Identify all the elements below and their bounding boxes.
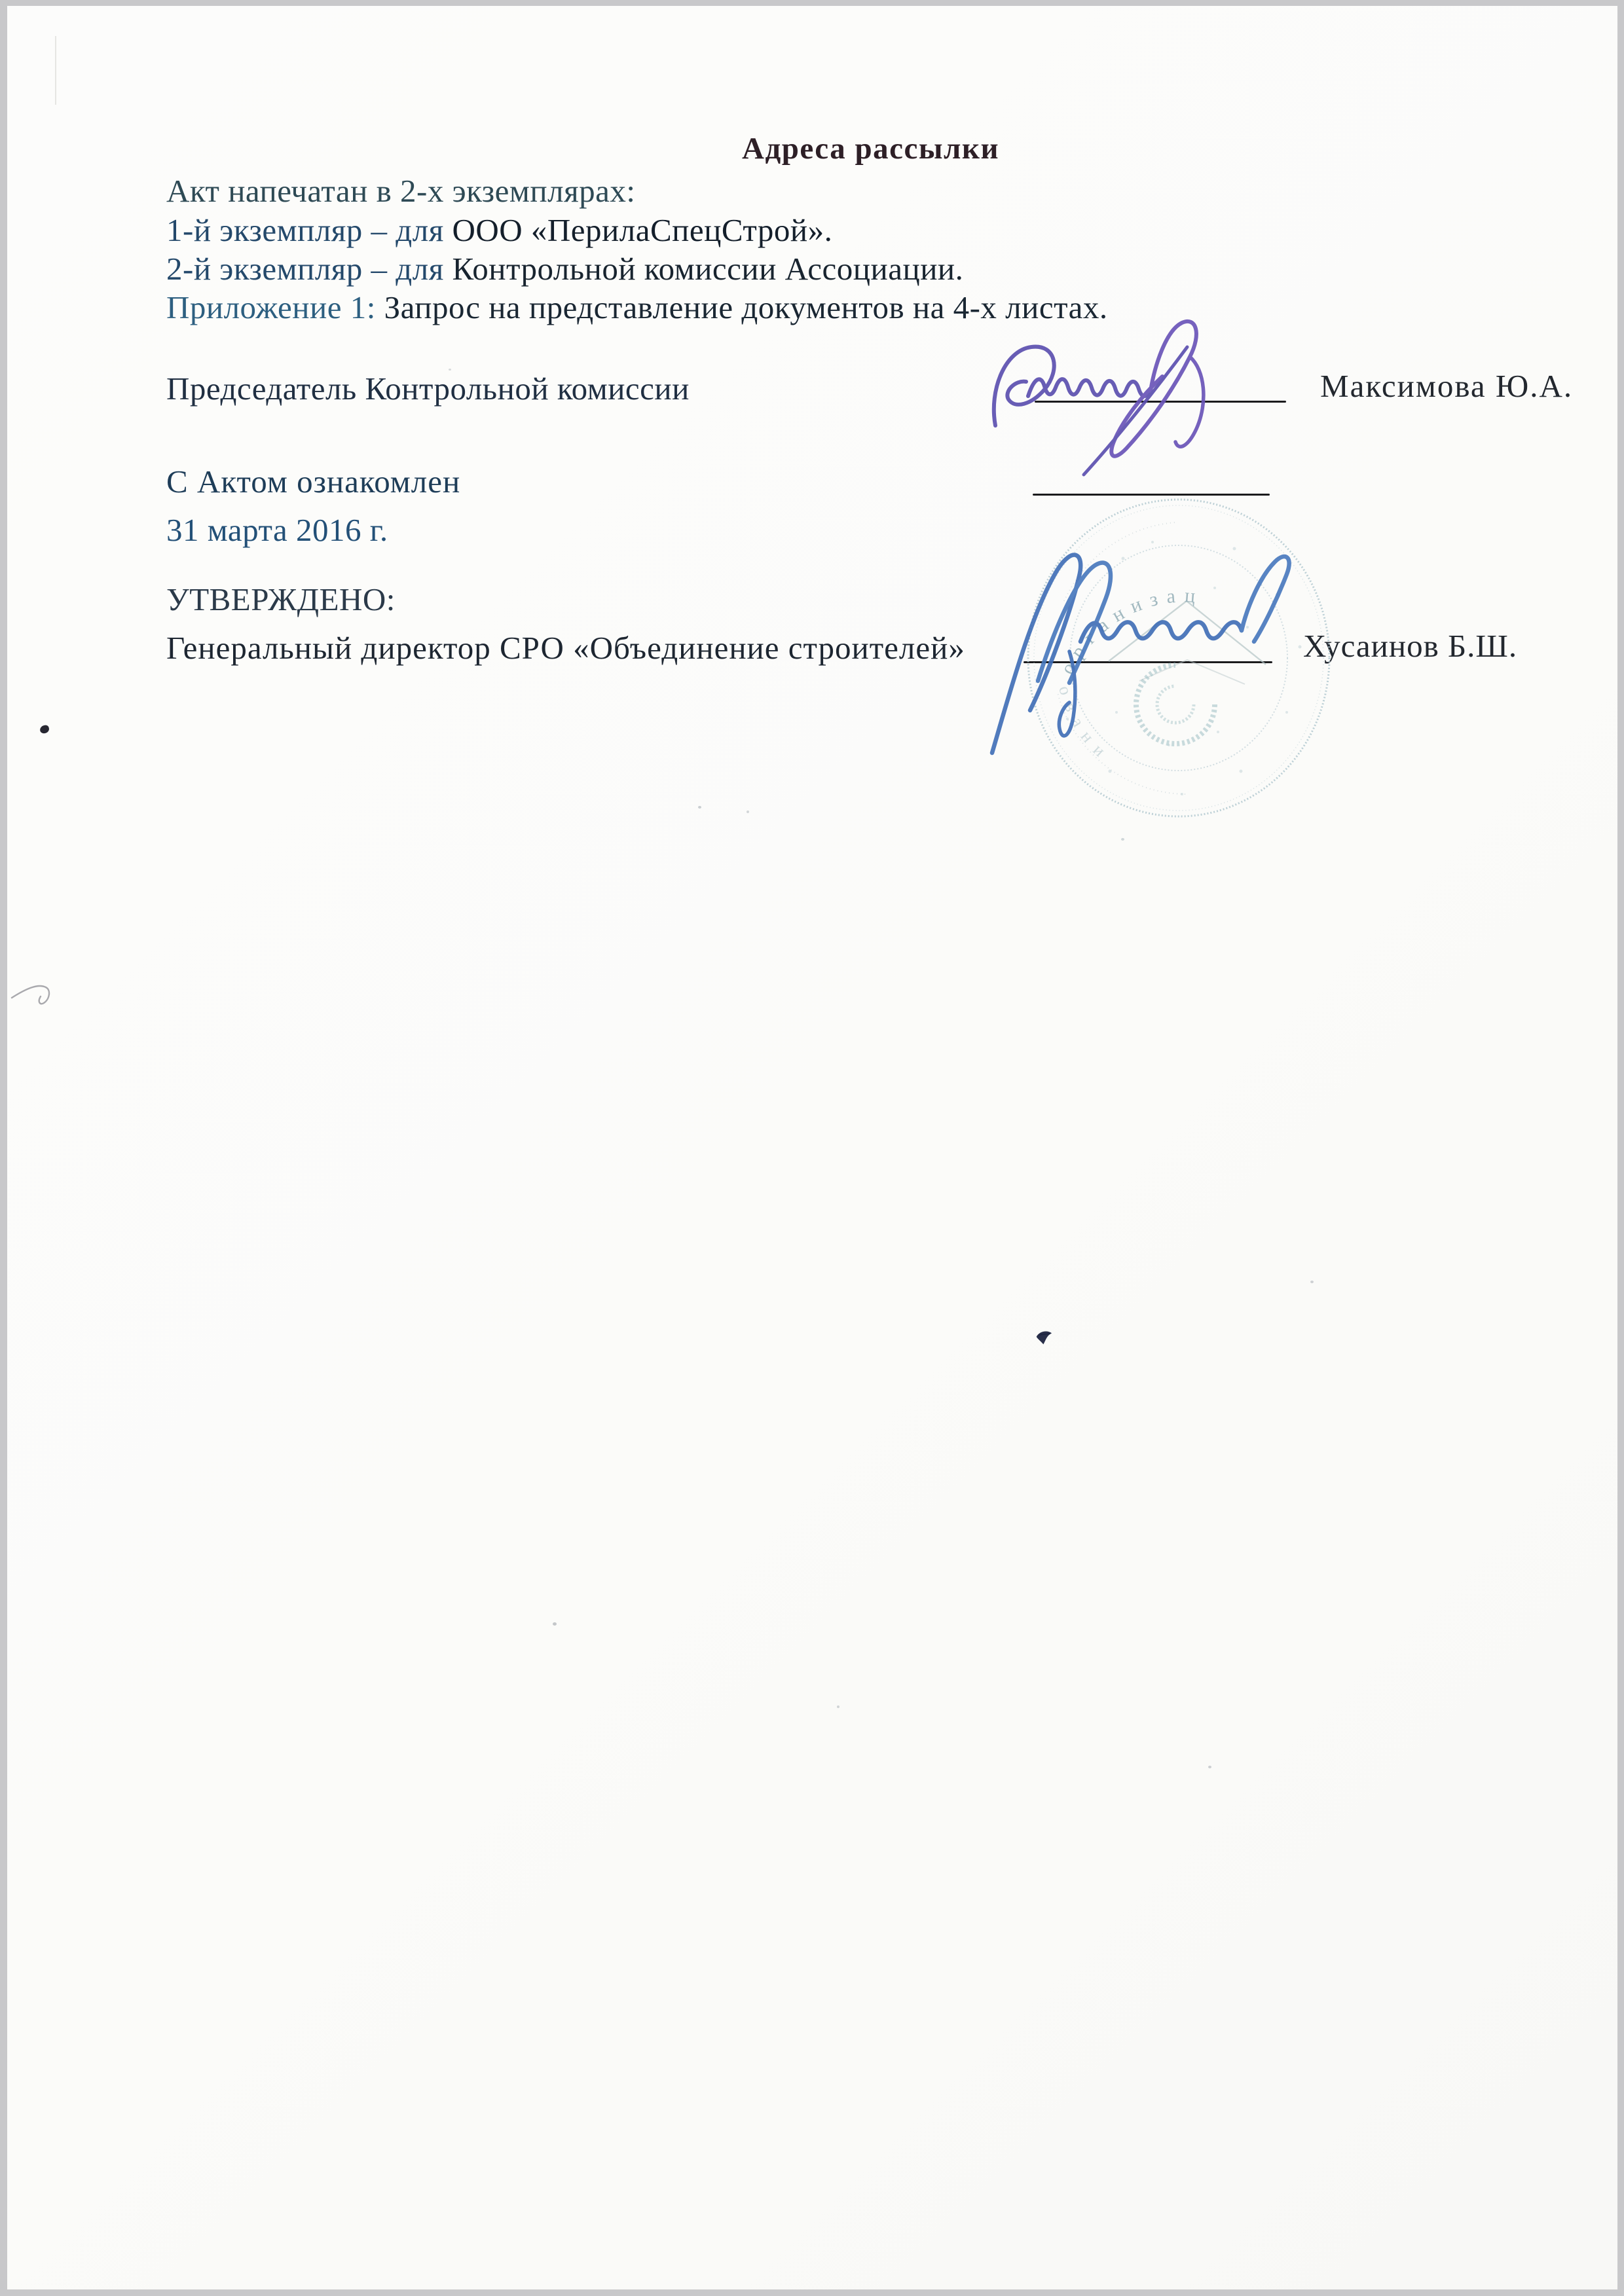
chairman-signature-ink <box>979 311 1320 481</box>
stamp-arc-text-bottom: овани <box>1055 683 1116 767</box>
copies-intro: Акт напечатан в 2-х экземплярах: <box>166 173 636 209</box>
stamp-arc-text-top: организац <box>1056 585 1205 678</box>
copy-line-1-prefix: 1-й экземпляр – для <box>166 212 452 248</box>
page-title: Адреса рассылки <box>742 132 1000 166</box>
scan-speck <box>698 806 701 809</box>
attachment-label: Приложение 1: <box>166 289 384 325</box>
copy-line-2-recipient: Контрольной комиссии Ассоциации. <box>452 251 964 287</box>
attachment-line <box>166 291 1108 324</box>
copy-line-2-prefix: 2-й экземпляр – для <box>166 251 452 287</box>
scan-speck <box>1121 838 1124 841</box>
ink-mark <box>1035 1328 1054 1347</box>
chairman-role: Председатель Контрольной комиссии <box>166 371 690 407</box>
attachment-text: Запрос на представление документов на 4-х листах. <box>384 289 1108 325</box>
scan-speck <box>553 1622 557 1626</box>
scan-streak <box>55 36 56 105</box>
approve-heading: УТВЕРЖДЕНО: <box>166 581 396 617</box>
acknowledge-date: 31 марта 2016 г. <box>166 512 388 548</box>
director-signature-ink <box>972 520 1313 763</box>
scan-speck <box>747 811 749 813</box>
acknowledge-signature-line <box>1033 494 1270 496</box>
copy-line-1-recipient: ООО «ПерилаСпецСтрой». <box>452 212 833 248</box>
scan-speck <box>1310 1281 1314 1283</box>
acknowledge-label: С Актом ознакомлен <box>166 464 461 500</box>
approve-role: Генеральный директор СРО «Объединение строителей» <box>166 630 965 666</box>
scan-speck <box>837 1705 840 1708</box>
scan-speck <box>1208 1766 1211 1768</box>
paper-sheet <box>7 6 1617 2289</box>
chairman-name: Максимова Ю.А. <box>1320 368 1574 404</box>
pen-scratch-mark <box>8 977 67 1023</box>
copy-line-1 <box>166 213 832 247</box>
copy-line-2 <box>166 252 963 285</box>
director-name: Хусаинов Б.Ш. <box>1303 628 1518 664</box>
